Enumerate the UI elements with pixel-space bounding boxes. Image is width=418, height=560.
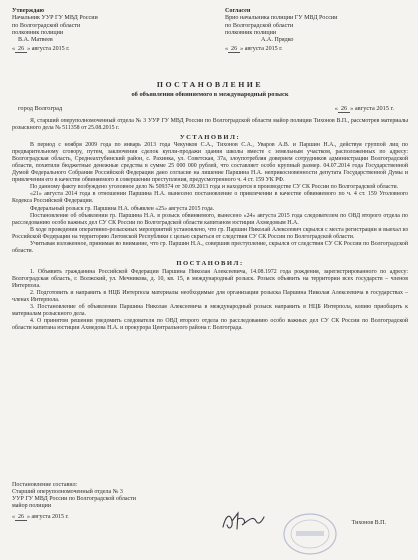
- composer-line: Старший оперуполномоченный отдела № 3: [12, 489, 123, 496]
- composer-name: Тихонов В.П.: [351, 520, 386, 526]
- approval-right-date: « 26 » августа 2015 г.: [225, 46, 283, 53]
- body-paragraph: По данному факту возбуждено уголовное дело № 509374 от 30.09.2013 года и находится в производстве СУ СК России по Волгоградской области.: [30, 184, 399, 191]
- approval-left-date-day: 26: [15, 46, 27, 53]
- body-paragraph: В ходе проведения оперативно-розыскных мероприятий установлено, что гр. Паршин Николай Алексеевич скрылся с места регистрации и выехал из Российской Федерации на территорию Литовской Республики с целью скрыться от следствия СУ СК России по Волгоградской области.: [12, 226, 408, 240]
- approval-left-line: полковник полиции: [12, 29, 64, 36]
- place-date-row: [12, 105, 408, 112]
- composer-date: « 26 » августа 2015 г.: [12, 514, 69, 521]
- resolution-item: 1. Объявить гражданина Российской Федерации Паршина Николая Алексеевича, 14.08.1972 года рождения, зарегистрированного по адресу: Волгоградская область, г. Волжский, ул. Мечникова, д. 10, кв. 15, в международный розыск. Розыск объявить на территории всех государств – членов Интерпола.: [12, 268, 408, 289]
- approval-right-date-day: 26: [228, 46, 240, 53]
- approval-right-header: Согласен: [225, 8, 251, 14]
- approval-right-line: полковник полиции: [225, 29, 277, 36]
- approval-right-block: [225, 8, 390, 72]
- resolution-item: 2. Подготовить и направить в НЦБ Интерпола материалы необходимые для организации розыска Паршина Николая Алексеевича в государствах – членах Интерпола.: [12, 289, 408, 304]
- established-heading: УСТАНОВИЛ:: [179, 134, 241, 142]
- approval-right-line: по Волгоградской области: [225, 22, 294, 29]
- approval-left-date: « 26 » августа 2015 г.: [12, 46, 70, 53]
- document-title: ПОСТАНОВЛЕНИЕ: [156, 80, 264, 89]
- document-date-rest: августа 2015 г.: [354, 105, 394, 112]
- intro-paragraph: Я, старший оперуполномоченный отдела № 3 УУР ГУ МВД России по Волгоградской области майор полиции Тихонов В.П., рассмотрев материалы розыскного дела № 511358 от 25.08.2015 г.: [12, 118, 408, 132]
- document-city: город Волгоград: [18, 105, 63, 112]
- approval-left-block: [12, 8, 187, 72]
- document-date-day: 26: [338, 105, 350, 113]
- approval-right-line: Врио начальника полиции ГУ МВД России: [225, 15, 338, 22]
- approval-left-line: Начальник УУР ГУ МВД России: [12, 15, 98, 22]
- resolved-heading: ПОСТАНОВИЛ:: [176, 259, 244, 267]
- approval-left-line: по Волгоградской области: [12, 22, 81, 29]
- approval-header: [12, 8, 408, 72]
- body-paragraph: «21» августа 2014 года в отношении Паршина Н.А. вынесено постановление о привлечении в качестве обвиняемого по ч. 4 ст. 159 Уголовного Кодекса Российской Федерации.: [12, 191, 408, 205]
- approval-right-signer: А.А. Прядко: [261, 37, 294, 44]
- document-date: « 26 » августа 2015 г.: [334, 105, 394, 112]
- official-stamp: [282, 512, 338, 556]
- resolution-item: 4. О принятом решении уведомить следователя по ОВД второго отдела по расследованию особо важных дел СУ СК России по Волгоградской области капитана юстиции Ахмедова Н.А. и прокурора Центрального района г. Волгограда.: [12, 318, 408, 332]
- document-subtitle: об объявлении обвиняемого в международный розыск: [131, 91, 289, 98]
- approval-right-date-rest: августа 2015 г.: [244, 46, 283, 53]
- approval-left-signer: В.А. Матвеев: [18, 37, 53, 44]
- composer-label: Постановление составил:: [12, 482, 78, 488]
- composer-date-day: 26: [15, 514, 27, 521]
- composer-line: майор полиции: [12, 503, 52, 510]
- handwritten-signature: [220, 507, 266, 535]
- resolution-item: 3. Постановление об объявлении Паршина Николая Алексеевича в международный розыск направить в НЦБ Интерпола, копию приобщить к материалам розыскного дела.: [12, 304, 408, 318]
- composer-line: УУР ГУ МВД России по Волгоградской области: [12, 496, 136, 503]
- approval-left-header: Утверждаю: [12, 8, 45, 14]
- body-paragraph: Федеральный розыск гр. Паршина Н.А. объявлен «25» августа 2015 года.: [30, 205, 215, 212]
- body-paragraph: Постановление об объявлении гр. Паршина Н.А. в розыск обвиняемого, вынесено «24» августа 2015 года следователем по ОВД второго отдела по расследованию особо важных дел СУ СК России по Волгоградской области капитаном юстиции Ахмедовым Н.А.: [12, 212, 408, 226]
- body-paragraph: Учитывая изложенное, принимая во внимание, что гр. Паршин Н.А., совершив преступление, скрылся от следствия СУ СК России по Волгоградской области.: [12, 240, 408, 254]
- approval-left-date-rest: августа 2015 г.: [31, 46, 70, 53]
- body-paragraph: В период с ноября 2009 года по январь 2013 года Чекунков С.А., Тихонов С.А., Уваров А.В. и Паршин Н.А., действуя группой лиц по предварительному сговору, путем, заключения сделок купли-продажи здания школы вместе с земельным участком, расположенных по адресу: Волгоградская область, Среднеахтубинский район, с. Рахинка, ул. Советская, 37а, злоупотребляя доверием сотрудников администрации Волгоградской области, похитили бюджетные денежные средства в сумме 25 000 000 рублей, что составляет особо крупный размер. 04.07.2014 года Государственной Думой Федерального Собрания Российской Федерации дано согласие на лишение Паршина Н.А. неприкосновенности депутата Государственной Думы и привлечения его в качестве обвиняемого в совершении преступления, предусмотренного ч. 4 ст. 159 УК РФ.: [12, 142, 408, 184]
- composer-footer: [12, 482, 408, 526]
- composer-date-rest: августа 2015 г.: [31, 514, 69, 521]
